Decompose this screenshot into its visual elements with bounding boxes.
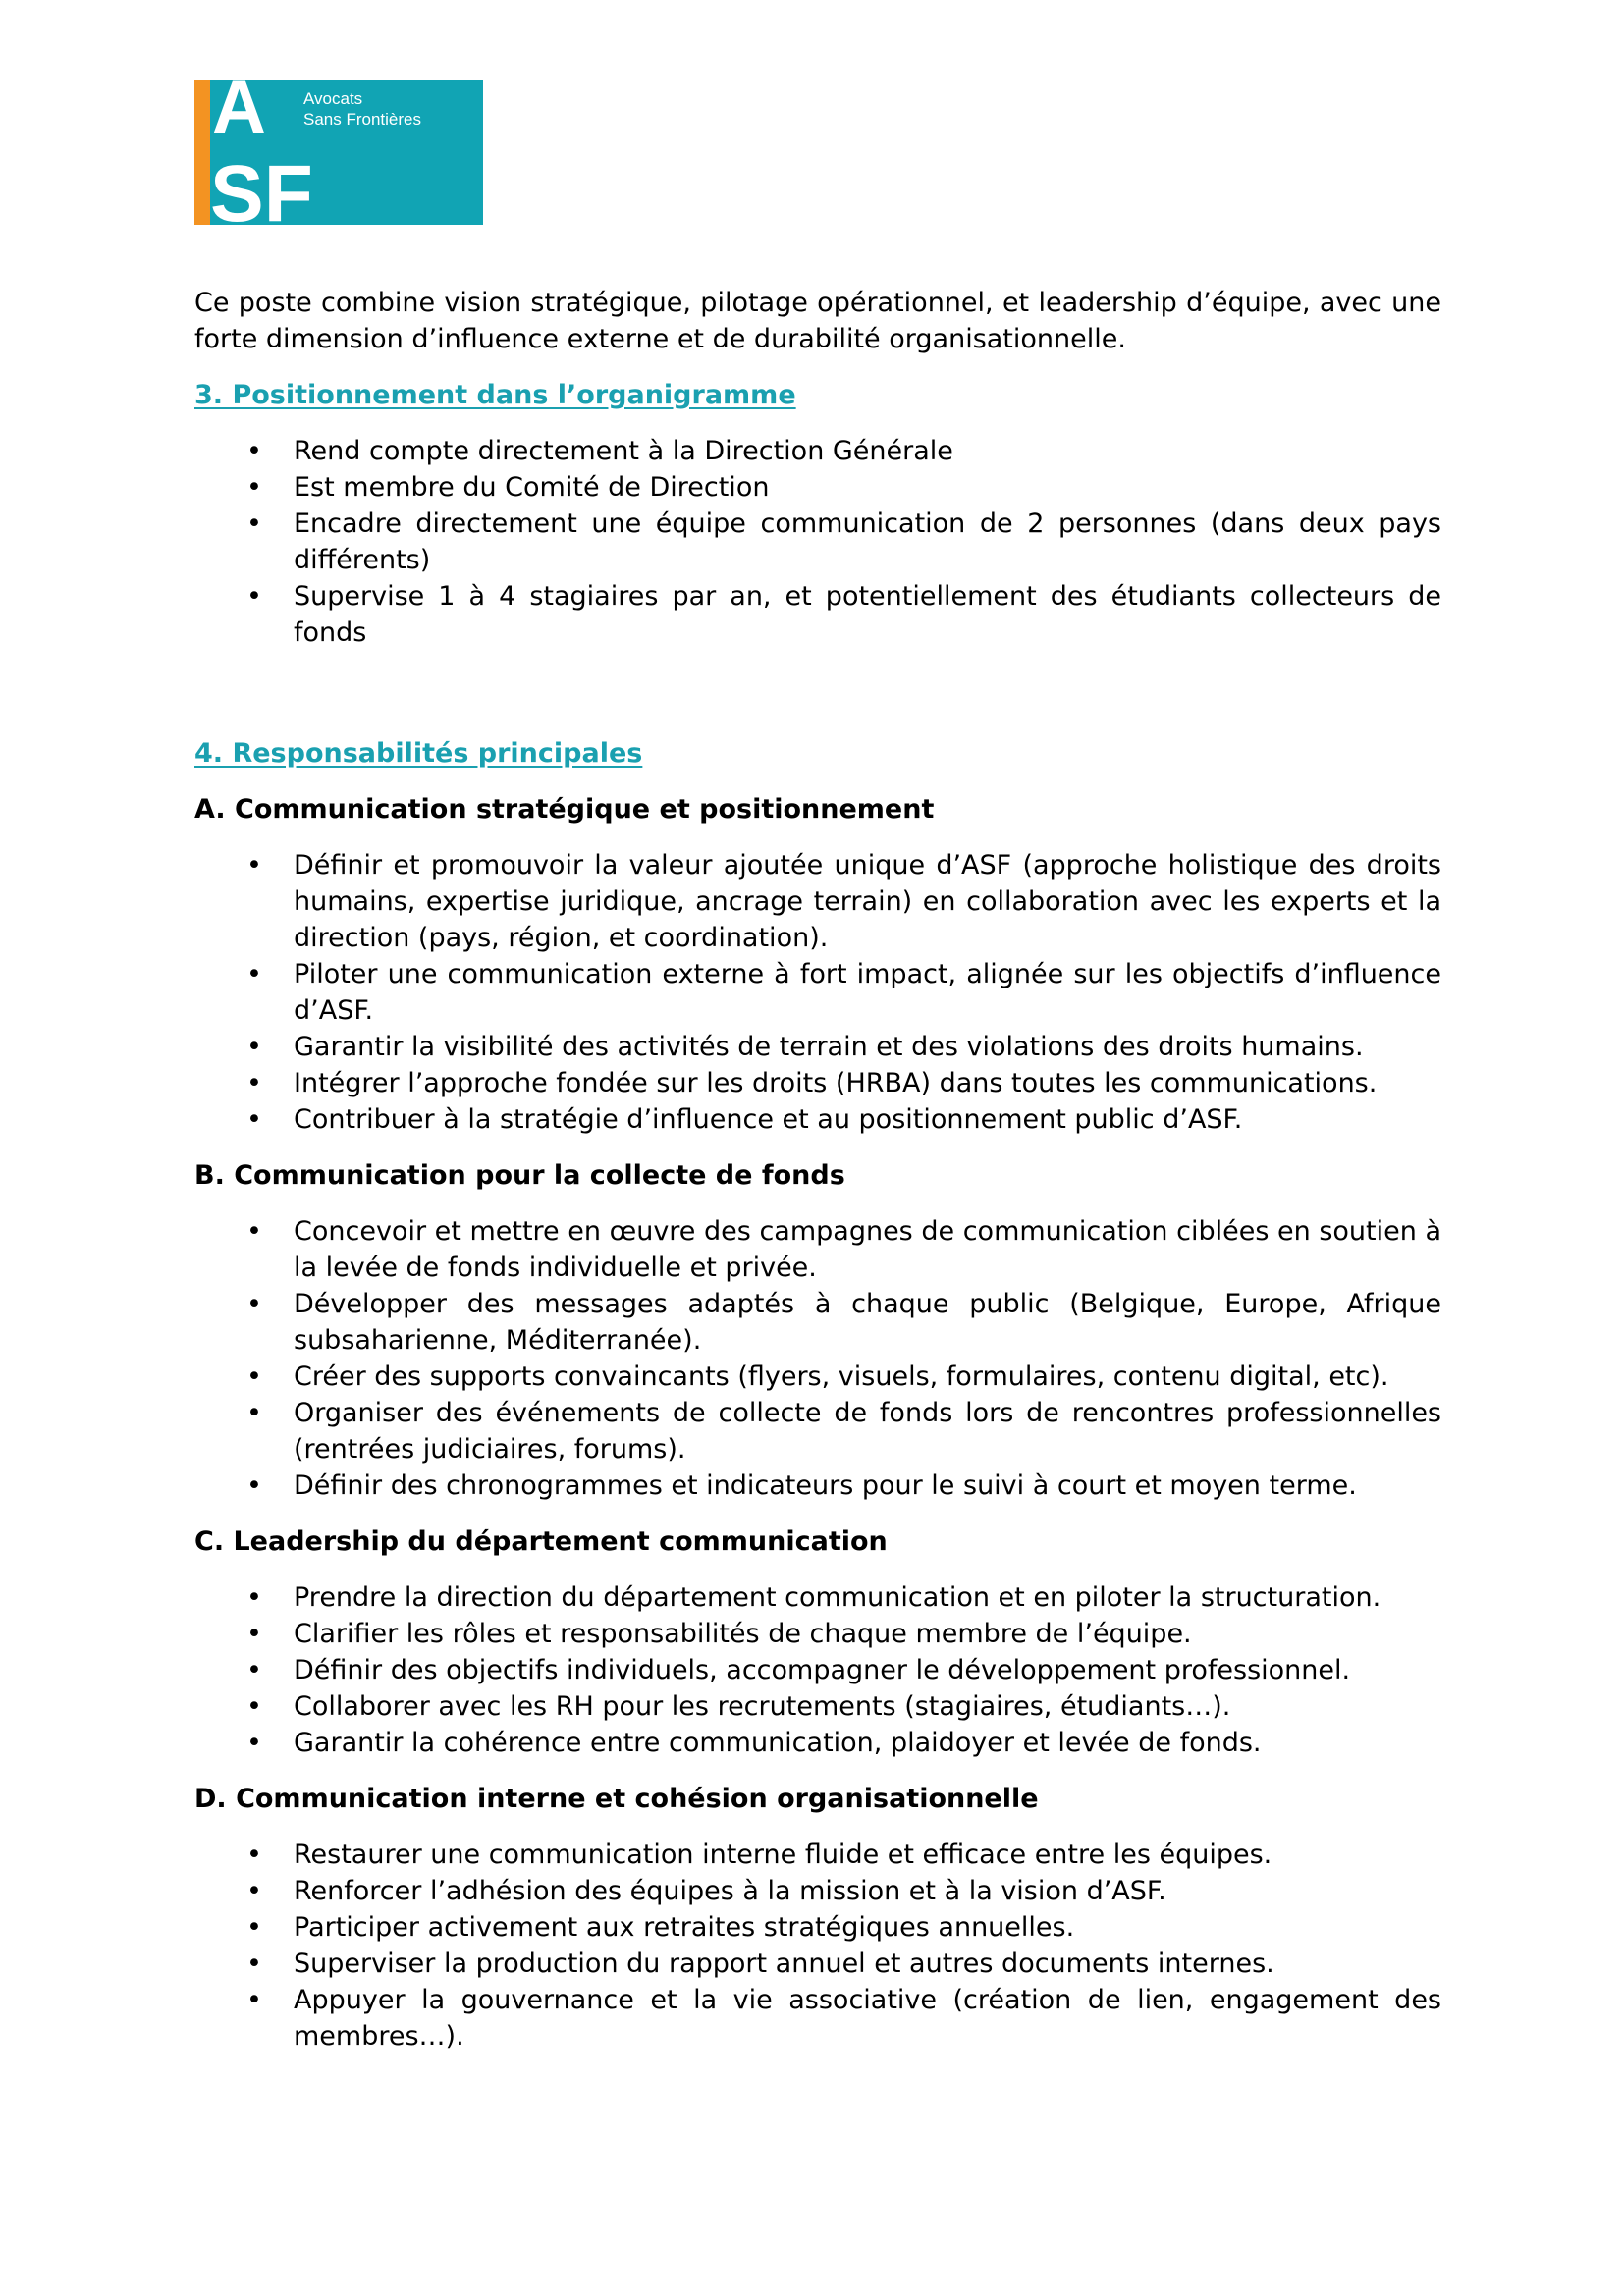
list-item-text: Organiser des événements de collecte de fonds lors de rencontres professionnelles (rentrées judiciaires, forums). — [294, 1398, 1441, 1465]
bullet-icon: • — [246, 959, 262, 989]
list-item-text: Supervise 1 à 4 stagiaires par an, et potentiellement des étudiants collecteurs de fonds — [294, 581, 1441, 648]
bullet-icon: • — [246, 1840, 262, 1870]
bullet-icon: • — [246, 436, 262, 466]
list-item-text: Collaborer avec les RH pour les recrutements (stagiaires, étudiants…). — [294, 1691, 1231, 1722]
subsection-b-heading: B. Communication pour la collecte de fonds — [194, 1160, 845, 1191]
subsection-d-list — [194, 1837, 1441, 2055]
list-item-text: Clarifier les rôles et responsabilités de chaque membre de l’équipe. — [294, 1619, 1192, 1649]
list-item-text: Définir des chronogrammes et indicateurs pour le suivi à court et moyen terme. — [294, 1470, 1357, 1501]
asf-logo — [194, 80, 483, 225]
bullet-icon: • — [246, 1985, 262, 2015]
list-item — [194, 578, 1441, 651]
section-3-list — [194, 433, 1441, 651]
list-item — [194, 1616, 1441, 1652]
bullet-icon: • — [246, 1949, 262, 1979]
list-item — [194, 1873, 1441, 1909]
bullet-icon: • — [246, 1470, 262, 1501]
bullet-icon: • — [246, 1655, 262, 1685]
list-item-text: Encadre directement une équipe communication de 2 personnes (dans deux pays différents) — [294, 508, 1441, 575]
list-item — [194, 1909, 1441, 1946]
list-item — [194, 847, 1441, 956]
list-item-text: Superviser la production du rapport annuel et autres documents internes. — [294, 1949, 1274, 1979]
list-item — [194, 1065, 1441, 1101]
logo-line1: Avocats — [303, 89, 363, 108]
list-item — [194, 506, 1441, 578]
subsection-b-list — [194, 1213, 1441, 1504]
bullet-icon: • — [246, 850, 262, 881]
list-item-text: Garantir la cohérence entre communication, plaidoyer et levée de fonds. — [294, 1728, 1262, 1758]
list-item — [194, 1286, 1441, 1359]
list-item-text: Créer des supports convaincants (flyers, visuels, formulaires, contenu digital, etc). — [294, 1362, 1389, 1392]
list-item-text: Intégrer l’approche fondée sur les droits (HRBA) dans toutes les communications. — [294, 1068, 1378, 1098]
document-body — [194, 285, 1441, 2055]
intro-paragraph: Ce poste combine vision stratégique, pilotage opérationnel, et leadership d’équipe, avec une forte dimension d’influence externe et de durabilité organisationnelle. — [194, 288, 1441, 354]
list-item — [194, 469, 1441, 506]
logo-letters-sf: SF — [210, 149, 313, 225]
list-item — [194, 1468, 1441, 1504]
bullet-icon: • — [246, 472, 262, 503]
list-item-text: Contribuer à la stratégie d’influence et au positionnement public d’ASF. — [294, 1104, 1243, 1135]
list-item-text: Garantir la visibilité des activités de terrain et des violations des droits humains. — [294, 1032, 1364, 1062]
list-item — [194, 1652, 1441, 1688]
list-item — [194, 433, 1441, 469]
bullet-icon: • — [246, 1032, 262, 1062]
bullet-icon: • — [246, 1619, 262, 1649]
bullet-icon: • — [246, 1728, 262, 1758]
list-item-text: Est membre du Comité de Direction — [294, 472, 770, 503]
list-item-text: Développer des messages adaptés à chaque public (Belgique, Europe, Afrique subsaharienne, Méditerranée). — [294, 1289, 1441, 1356]
list-item-text: Renforcer l’adhésion des équipes à la mission et à la vision d’ASF. — [294, 1876, 1166, 1906]
list-item — [194, 1359, 1441, 1395]
logo-line2: Sans Frontières — [303, 110, 421, 129]
list-item-text: Restaurer une communication interne fluide et efficace entre les équipes. — [294, 1840, 1272, 1870]
list-item — [194, 1213, 1441, 1286]
list-item-text: Appuyer la gouvernance et la vie associative (création de lien, engagement des membres…). — [294, 1985, 1441, 2052]
bullet-icon: • — [246, 508, 262, 539]
list-item — [194, 1029, 1441, 1065]
list-item-text: Définir et promouvoir la valeur ajoutée unique d’ASF (approche holistique des droits humains, expertise juridique, ancrage terrain) en collaboration avec les experts et la direction (pays, région, et coordination). — [294, 850, 1441, 953]
list-item — [194, 1837, 1441, 1873]
logo-letters-a: A — [212, 80, 266, 149]
list-item-text: Définir des objectifs individuels, accompagner le développement professionnel. — [294, 1655, 1351, 1685]
list-item — [194, 956, 1441, 1029]
list-item — [194, 1395, 1441, 1468]
bullet-icon: • — [246, 1216, 262, 1247]
list-item-text: Participer activement aux retraites stratégiques annuelles. — [294, 1912, 1075, 1943]
bullet-icon: • — [246, 1104, 262, 1135]
section-4-heading: 4. Responsabilités principales — [194, 738, 643, 769]
bullet-icon: • — [246, 1691, 262, 1722]
bullet-icon: • — [246, 1912, 262, 1943]
list-item-text: Piloter une communication externe à fort impact, alignée sur les objectifs d’influence d’ASF. — [294, 959, 1441, 1026]
subsection-c-list — [194, 1579, 1441, 1761]
list-item — [194, 1101, 1441, 1138]
list-item-text: Concevoir et mettre en œuvre des campagnes de communication ciblées en soutien à la levée de fonds individuelle et privée. — [294, 1216, 1441, 1283]
bullet-icon: • — [246, 1398, 262, 1428]
subsection-a-list — [194, 847, 1441, 1138]
bullet-icon: • — [246, 581, 262, 612]
bullet-icon: • — [246, 1876, 262, 1906]
section-3-heading: 3. Positionnement dans l’organigramme — [194, 380, 796, 410]
bullet-icon: • — [246, 1362, 262, 1392]
list-item-text: Rend compte directement à la Direction Générale — [294, 436, 953, 466]
list-item — [194, 1982, 1441, 2055]
list-item — [194, 1688, 1441, 1725]
list-item — [194, 1725, 1441, 1761]
subsection-c-heading: C. Leadership du département communication — [194, 1526, 888, 1557]
bullet-icon: • — [246, 1289, 262, 1319]
list-item — [194, 1579, 1441, 1616]
subsection-a-heading: A. Communication stratégique et positionnement — [194, 794, 935, 825]
list-item-text: Prendre la direction du département communication et en piloter la structuration. — [294, 1582, 1381, 1613]
list-item — [194, 1946, 1441, 1982]
subsection-d-heading: D. Communication interne et cohésion organisationnelle — [194, 1784, 1039, 1814]
bullet-icon: • — [246, 1582, 262, 1613]
bullet-icon: • — [246, 1068, 262, 1098]
